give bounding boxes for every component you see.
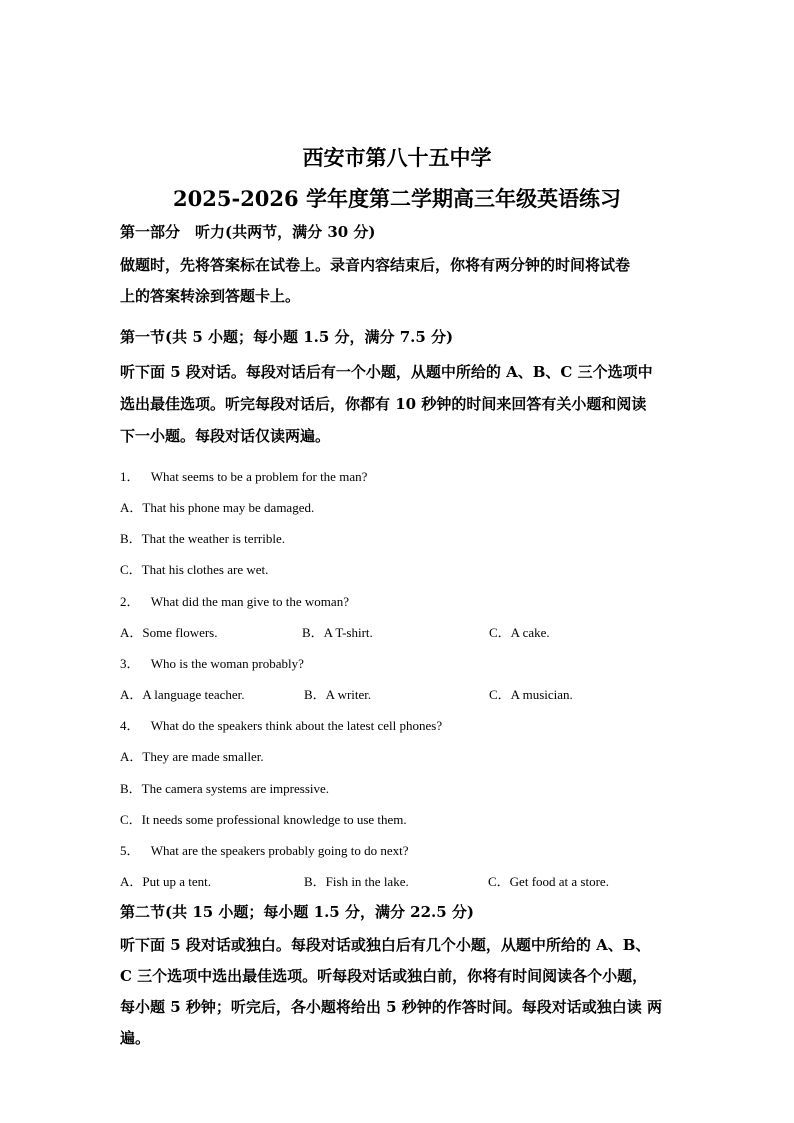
option-a: A．Some flowers. [120,625,218,640]
option-b: B．A T-shirt. [302,625,373,640]
option-c: C．A cake. [489,625,550,640]
question-number: 5． [120,843,140,858]
option-c: C．It needs some professional knowledge to use them. [120,812,407,827]
exam-title: 2025-2026 学年度第二学期高三年级英语练习 [173,186,621,211]
part1-heading: 第一部分 听力(共两节，满分 30 分) [120,223,376,241]
question-1 [120,466,367,485]
section1-instruction-line: 下一小题。每段对话仅读两遍。 [120,427,331,445]
section1-heading: 第一节(共 5 小题；每小题 1.5 分，满分 7.5 分) [120,328,454,346]
section2-instruction-line: 每小题 5 秒钟；听完后，各小题将给出 5 秒钟的作答时间。每段对话或独白读 两 [120,998,662,1016]
question-number: 1． [120,469,140,484]
question-number: 2． [120,594,140,609]
part1-instruction-line: 上的答案转涂到答题卡上。 [120,287,301,305]
option-a: A．That his phone may be damaged. [120,500,315,515]
option-a: A．They are made smaller. [120,749,264,764]
option-c: C．That his clothes are wet. [120,562,269,577]
option-c: C．A musician. [489,687,573,702]
question-text: What seems to be a problem for the man? [150,469,368,484]
option-b: B．The camera systems are impressive. [120,781,330,796]
section2-instruction-line: C 三个选项中选出最佳选项。听每段对话或独白前，你将有时间阅读各个小题， [120,967,648,985]
section2-instruction-line: 遍。 [120,1029,151,1047]
question-text: What do the speakers think about the latest cell phones? [150,718,443,733]
option-a: A．Put up a tent. [120,874,211,889]
question-number: 3． [120,656,140,671]
option-b: B．A writer. [304,687,372,702]
option-b: B．Fish in the lake. [304,874,409,889]
option-a: A．A language teacher. [120,687,245,702]
question-text: Who is the woman probably? [150,656,304,671]
part1-instruction-line: 做题时，先将答案标在试卷上。录音内容结束后，你将有两分钟的时间将试卷 [120,256,631,274]
section2-heading: 第二节(共 15 小题；每小题 1.5 分，满分 22.5 分) [120,903,475,921]
question-4 [120,715,442,734]
option-b: B．That the weather is terrible. [120,531,285,546]
question-5 [120,840,409,859]
section1-instruction-line: 选出最佳选项。听完每段对话后，你都有 10 秒钟的时间来回答有关小题和阅读 [120,395,647,413]
question-2 [120,591,349,610]
question-number: 4． [120,718,140,733]
school-name: 西安市第八十五中学 [302,145,492,170]
question-text: What are the speakers probably going to do next? [150,843,409,858]
question-3 [120,653,304,672]
option-c: C．Get food at a store. [488,874,609,889]
question-text: What did the man give to the woman? [150,594,349,609]
section1-instruction-line: 听下面 5 段对话。每段对话后有一个小题，从题中所给的 A、B、C 三个选项中 [120,363,653,381]
section2-instruction-line: 听下面 5 段对话或独白。每段对话或独白后有几个小题，从题中所给的 A、B、 [120,936,651,954]
